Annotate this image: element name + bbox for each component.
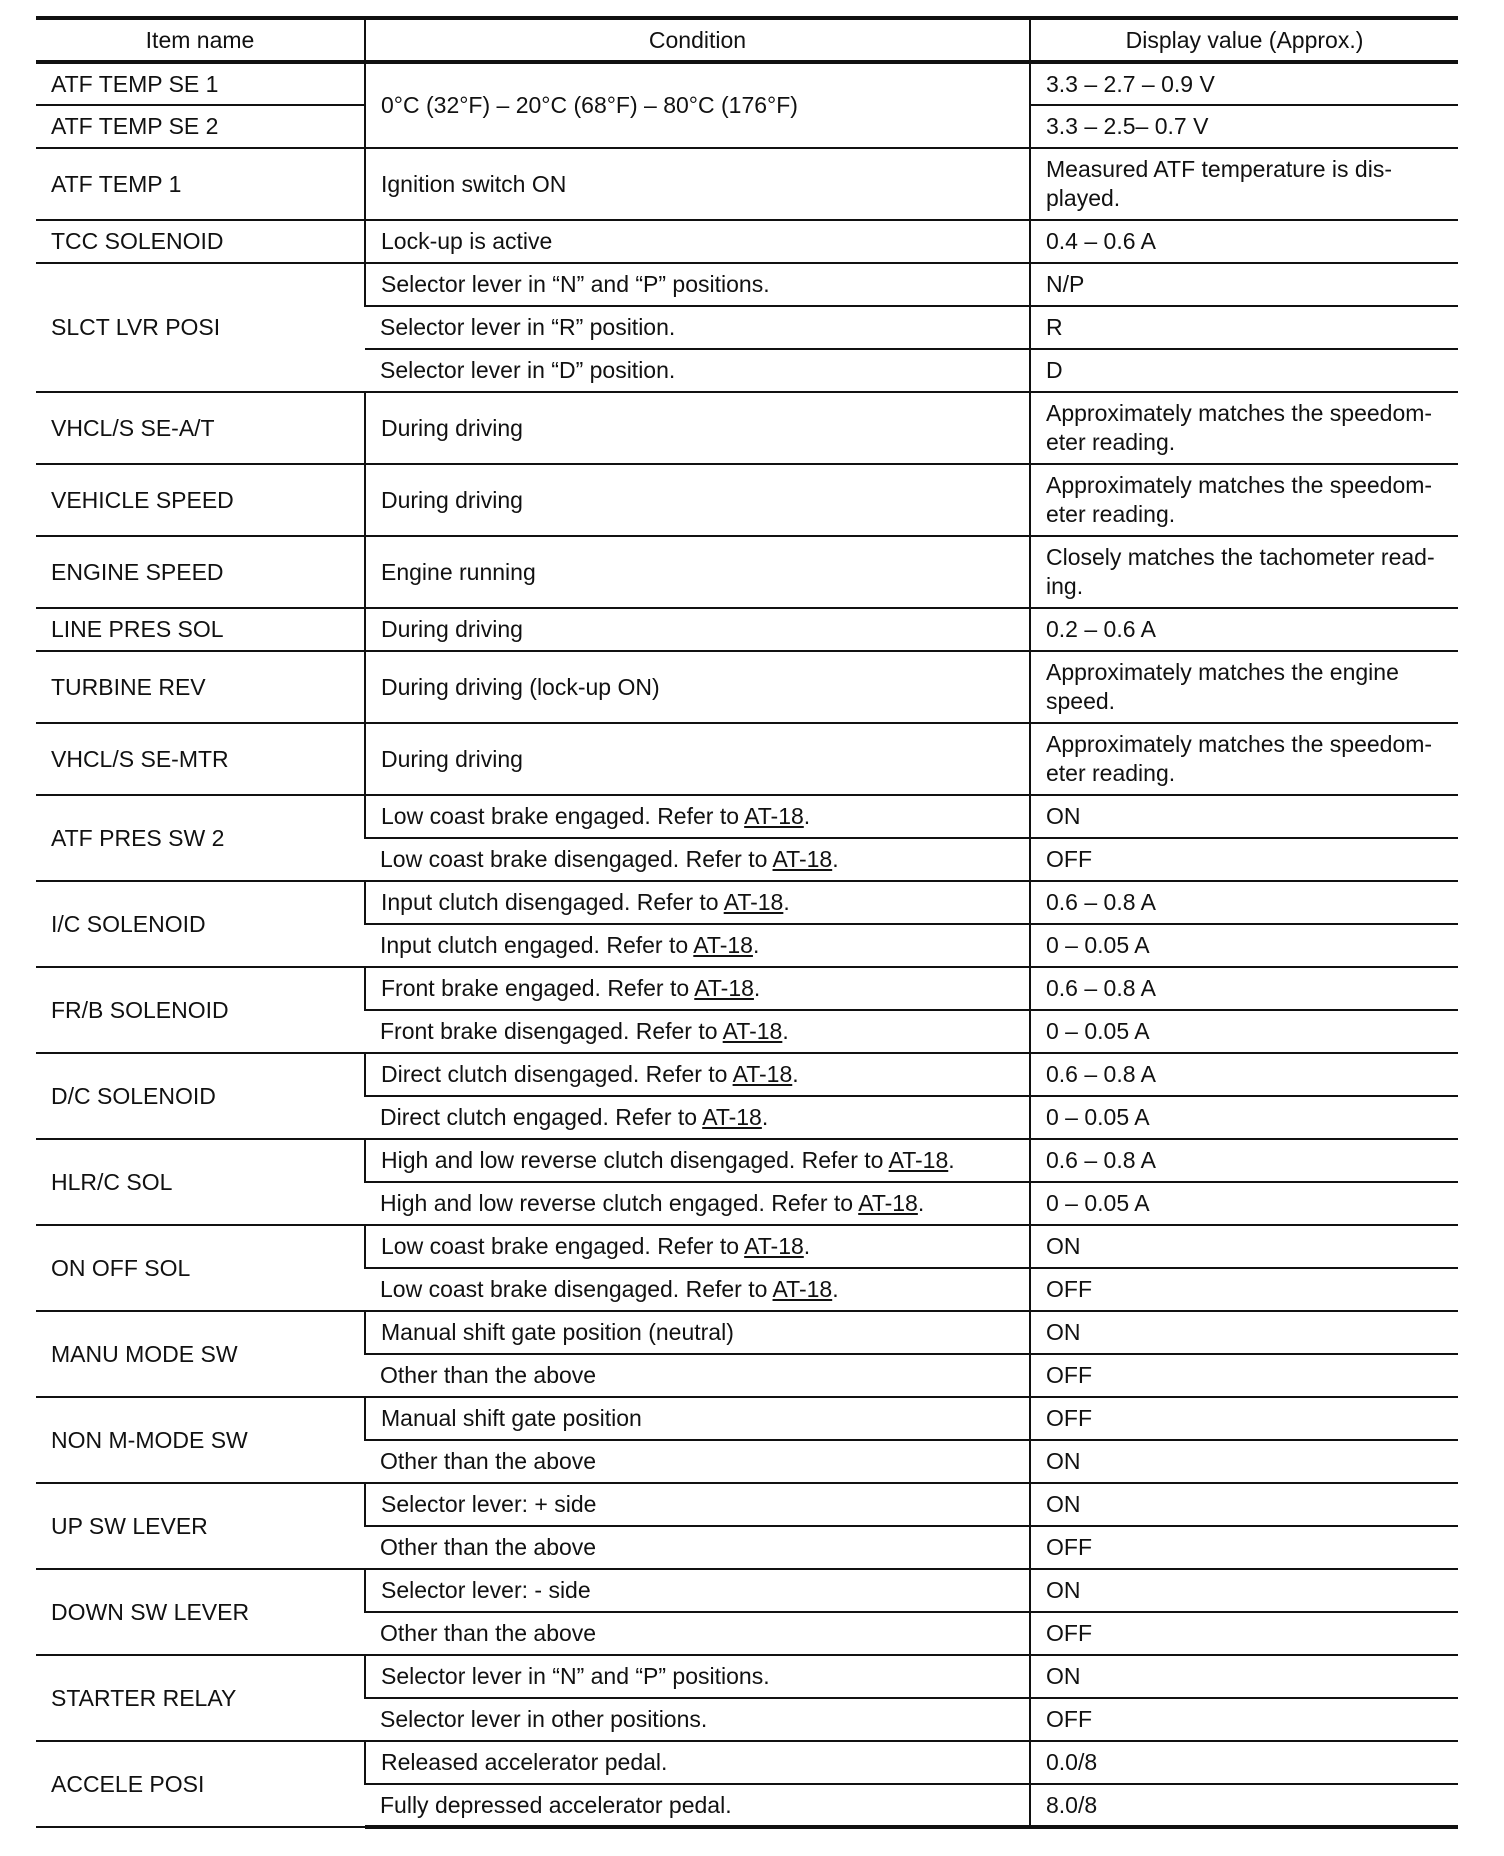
condition-cell [365, 651, 1030, 723]
table-row [36, 795, 1458, 838]
condition-text: Ignition switch ON [381, 170, 567, 197]
condition-cell [365, 263, 1030, 306]
condition-text: Low coast brake engaged. Refer to [381, 803, 740, 829]
condition-text: Direct clutch disengaged. Refer to [381, 1061, 728, 1087]
condition-cell [365, 220, 1030, 263]
condition-cell [365, 306, 1030, 349]
item-name: NON M-MODE SW [36, 1397, 365, 1483]
table-row [36, 1311, 1458, 1354]
header-row [36, 18, 1458, 62]
condition-cell [365, 536, 1030, 608]
item-name: I/C SOLENOID [36, 881, 365, 967]
condition-text: 0°C (32°F) – 20°C (68°F) – 80°C (176°F) [381, 92, 798, 118]
display-value: 0.6 – 0.8 A [1030, 967, 1458, 1010]
condition-cell: High and low reverse clutch engaged. Refer to AT-18. [365, 1182, 1030, 1225]
condition-text: Input clutch engaged. Refer to [380, 932, 689, 958]
condition-cell: High and low reverse clutch disengaged. Refer to AT-18. [365, 1139, 1030, 1182]
display-value: ON [1030, 1655, 1458, 1698]
condition-text: Lock-up is active [381, 228, 553, 254]
header-condition: Condition [365, 18, 1030, 62]
table-row [36, 881, 1458, 924]
display-value: 8.0/8 [1030, 1784, 1458, 1827]
condition-text: Released accelerator pedal. [381, 1749, 668, 1775]
display-value: 0.2 – 0.6 A [1030, 608, 1458, 651]
condition-cell [365, 1569, 1030, 1612]
reference-link[interactable]: AT-18 [702, 1104, 762, 1130]
item-name: UP SW LEVER [36, 1483, 365, 1569]
table-row [36, 536, 1458, 608]
reference-link[interactable]: AT-18 [693, 932, 753, 958]
display-value: 3.3 – 2.5– 0.7 V [1030, 105, 1458, 148]
display-value: ON [1030, 1569, 1458, 1612]
display-value: 0.6 – 0.8 A [1030, 1139, 1458, 1182]
condition-cell: Input clutch engaged. Refer to AT-18. [365, 924, 1030, 967]
condition-text: Manual shift gate position [381, 1405, 642, 1431]
reference-link[interactable]: AT-18 [694, 975, 754, 1001]
item-name: STARTER RELAY [36, 1655, 365, 1741]
reference-link[interactable]: AT-18 [723, 889, 784, 915]
condition-text: Manual shift gate position (neutral) [381, 1319, 734, 1345]
table-row [36, 148, 1458, 220]
table-row [36, 1397, 1458, 1440]
display-value: D [1030, 349, 1458, 392]
reference-link[interactable]: AT-18 [732, 1061, 793, 1087]
display-value: 0 – 0.05 A [1030, 1010, 1458, 1053]
condition-cell [365, 1440, 1030, 1483]
display-value: Approximately matches the engine speed. [1030, 651, 1458, 723]
reference-link[interactable]: AT-18 [744, 1233, 804, 1259]
reference-link[interactable]: AT-18 [722, 1018, 783, 1044]
item-name: ACCELE POSI [36, 1741, 365, 1827]
condition-cell [365, 349, 1030, 392]
item-name: FR/B SOLENOID [36, 967, 365, 1053]
item-name: VHCL/S SE-MTR [36, 723, 365, 795]
header-display-value: Display value (Approx.) [1030, 18, 1458, 62]
display-value: 3.3 – 2.7 – 0.9 V [1030, 62, 1458, 105]
display-value: 0.4 – 0.6 A [1030, 220, 1458, 263]
condition-cell [365, 392, 1030, 464]
display-value: Closely matches the tachometer read- ing. [1030, 536, 1458, 608]
condition-cell: Low coast brake engaged. Refer to AT-18. [365, 795, 1030, 838]
condition-cell: Low coast brake engaged. Refer to AT-18. [365, 1225, 1030, 1268]
item-name: DOWN SW LEVER [36, 1569, 365, 1655]
spec-table [36, 16, 1458, 1829]
reference-link[interactable]: AT-18 [888, 1147, 949, 1173]
item-name: HLR/C SOL [36, 1139, 365, 1225]
condition-text: High and low reverse clutch engaged. Refer to [380, 1190, 854, 1216]
item-name: MANU MODE SW [36, 1311, 365, 1397]
condition-text: Selector lever in “N” and “P” positions. [381, 271, 770, 297]
condition-text: Other than the above [380, 1448, 597, 1474]
display-value: Approximately matches the speedom- eter reading. [1030, 392, 1458, 464]
display-value: ON [1030, 1225, 1458, 1268]
table-row [36, 967, 1458, 1010]
condition-cell [365, 148, 1030, 220]
condition-text: Low coast brake disengaged. Refer to [380, 1276, 768, 1302]
condition-cell [365, 1784, 1030, 1827]
display-value: OFF [1030, 1612, 1458, 1655]
condition-text: Engine running [381, 558, 536, 585]
table-row [36, 1483, 1458, 1526]
table-row [36, 608, 1458, 651]
condition-text: Selector lever in “D” position. [380, 357, 676, 383]
display-value: Approximately matches the speedom- eter reading. [1030, 464, 1458, 536]
condition-cell [365, 1741, 1030, 1784]
condition-cell [365, 1311, 1030, 1354]
table-row [36, 1053, 1458, 1096]
table-row [36, 392, 1458, 464]
display-value: N/P [1030, 263, 1458, 306]
table-row [36, 1741, 1458, 1784]
display-value: 0 – 0.05 A [1030, 924, 1458, 967]
reference-link[interactable]: AT-18 [858, 1190, 918, 1216]
condition-cell [365, 1612, 1030, 1655]
condition-text: During driving [381, 486, 523, 513]
condition-cell: Input clutch disengaged. Refer to AT-18. [365, 881, 1030, 924]
condition-cell [365, 723, 1030, 795]
item-name: LINE PRES SOL [36, 608, 365, 651]
condition-text: Selector lever in “N” and “P” positions. [381, 1663, 770, 1689]
table-row [36, 1569, 1458, 1612]
item-name: TCC SOLENOID [36, 220, 365, 263]
table-row [36, 62, 1458, 105]
display-value: Approximately matches the speedom- eter reading. [1030, 723, 1458, 795]
display-value: R [1030, 306, 1458, 349]
condition-text: High and low reverse clutch disengaged. Refer to [381, 1147, 884, 1173]
condition-text: During driving (lock-up ON) [381, 673, 660, 700]
item-name: ENGINE SPEED [36, 536, 365, 608]
condition-cell [365, 1397, 1030, 1440]
display-value: 0 – 0.05 A [1030, 1096, 1458, 1139]
condition-text: Input clutch disengaged. Refer to [381, 889, 719, 915]
condition-text: Other than the above [380, 1534, 597, 1560]
spec-table-container [36, 16, 1458, 1829]
condition-text: Low coast brake engaged. Refer to [381, 1233, 740, 1259]
condition-text: During driving [381, 745, 523, 772]
condition-cell: Direct clutch engaged. Refer to AT-18. [365, 1096, 1030, 1139]
item-name: ATF TEMP SE 2 [36, 105, 365, 148]
condition-cell [365, 608, 1030, 651]
item-name: VEHICLE SPEED [36, 464, 365, 536]
header-item-name: Item name [36, 18, 365, 62]
display-value: ON [1030, 1311, 1458, 1354]
table-row [36, 1655, 1458, 1698]
condition-text: Front brake disengaged. Refer to [380, 1018, 718, 1044]
condition-text: Other than the above [380, 1362, 597, 1388]
condition-cell [365, 1655, 1030, 1698]
condition-text: Low coast brake disengaged. Refer to [380, 846, 768, 872]
condition-cell: Front brake disengaged. Refer to AT-18. [365, 1010, 1030, 1053]
condition-cell: Low coast brake disengaged. Refer to AT-18. [365, 838, 1030, 881]
condition-cell [365, 62, 1030, 148]
table-row [36, 220, 1458, 263]
table-row [36, 1139, 1458, 1182]
table-row [36, 464, 1458, 536]
display-value: OFF [1030, 838, 1458, 881]
condition-cell: Low coast brake disengaged. Refer to AT-18. [365, 1268, 1030, 1311]
condition-text: During driving [381, 414, 523, 441]
table-row [36, 263, 1458, 306]
display-value: 0 – 0.05 A [1030, 1182, 1458, 1225]
display-value: Measured ATF temperature is dis- played. [1030, 148, 1458, 220]
condition-text: Selector lever in “R” position. [380, 314, 676, 340]
condition-cell: Direct clutch disengaged. Refer to AT-18. [365, 1053, 1030, 1096]
display-value: OFF [1030, 1698, 1458, 1741]
condition-cell [365, 464, 1030, 536]
item-name: D/C SOLENOID [36, 1053, 365, 1139]
condition-cell [365, 1526, 1030, 1569]
condition-text: Direct clutch engaged. Refer to [380, 1104, 698, 1130]
reference-link[interactable]: AT-18 [772, 846, 833, 872]
item-name: ATF TEMP SE 1 [36, 62, 365, 105]
display-value: ON [1030, 795, 1458, 838]
condition-text: Other than the above [380, 1620, 597, 1646]
item-name: VHCL/S SE-A/T [36, 392, 365, 464]
item-name: SLCT LVR POSI [36, 263, 365, 392]
condition-text: Selector lever: - side [381, 1577, 591, 1603]
item-name: TURBINE REV [36, 651, 365, 723]
condition-text: During driving [381, 616, 523, 642]
table-row [36, 1225, 1458, 1268]
display-value: OFF [1030, 1268, 1458, 1311]
condition-text: Selector lever: + side [381, 1491, 597, 1517]
condition-text: Front brake engaged. Refer to [381, 975, 690, 1001]
item-name: ON OFF SOL [36, 1225, 365, 1311]
condition-text: Fully depressed accelerator pedal. [380, 1791, 732, 1818]
condition-cell [365, 1354, 1030, 1397]
condition-cell [365, 1483, 1030, 1526]
item-name: ATF PRES SW 2 [36, 795, 365, 881]
display-value: 0.6 – 0.8 A [1030, 1053, 1458, 1096]
reference-link[interactable]: AT-18 [772, 1276, 833, 1302]
display-value: ON [1030, 1483, 1458, 1526]
table-row [36, 723, 1458, 795]
condition-cell: Front brake engaged. Refer to AT-18. [365, 967, 1030, 1010]
display-value: 0.0/8 [1030, 1741, 1458, 1784]
display-value: ON [1030, 1440, 1458, 1483]
display-value: OFF [1030, 1354, 1458, 1397]
table-body [36, 62, 1458, 1827]
reference-link[interactable]: AT-18 [744, 803, 804, 829]
condition-cell [365, 1698, 1030, 1741]
table-header [36, 18, 1458, 62]
item-name: ATF TEMP 1 [36, 148, 365, 220]
display-value: OFF [1030, 1397, 1458, 1440]
table-row [36, 651, 1458, 723]
condition-text: Selector lever in other positions. [380, 1706, 708, 1732]
display-value: OFF [1030, 1526, 1458, 1569]
display-value: 0.6 – 0.8 A [1030, 881, 1458, 924]
